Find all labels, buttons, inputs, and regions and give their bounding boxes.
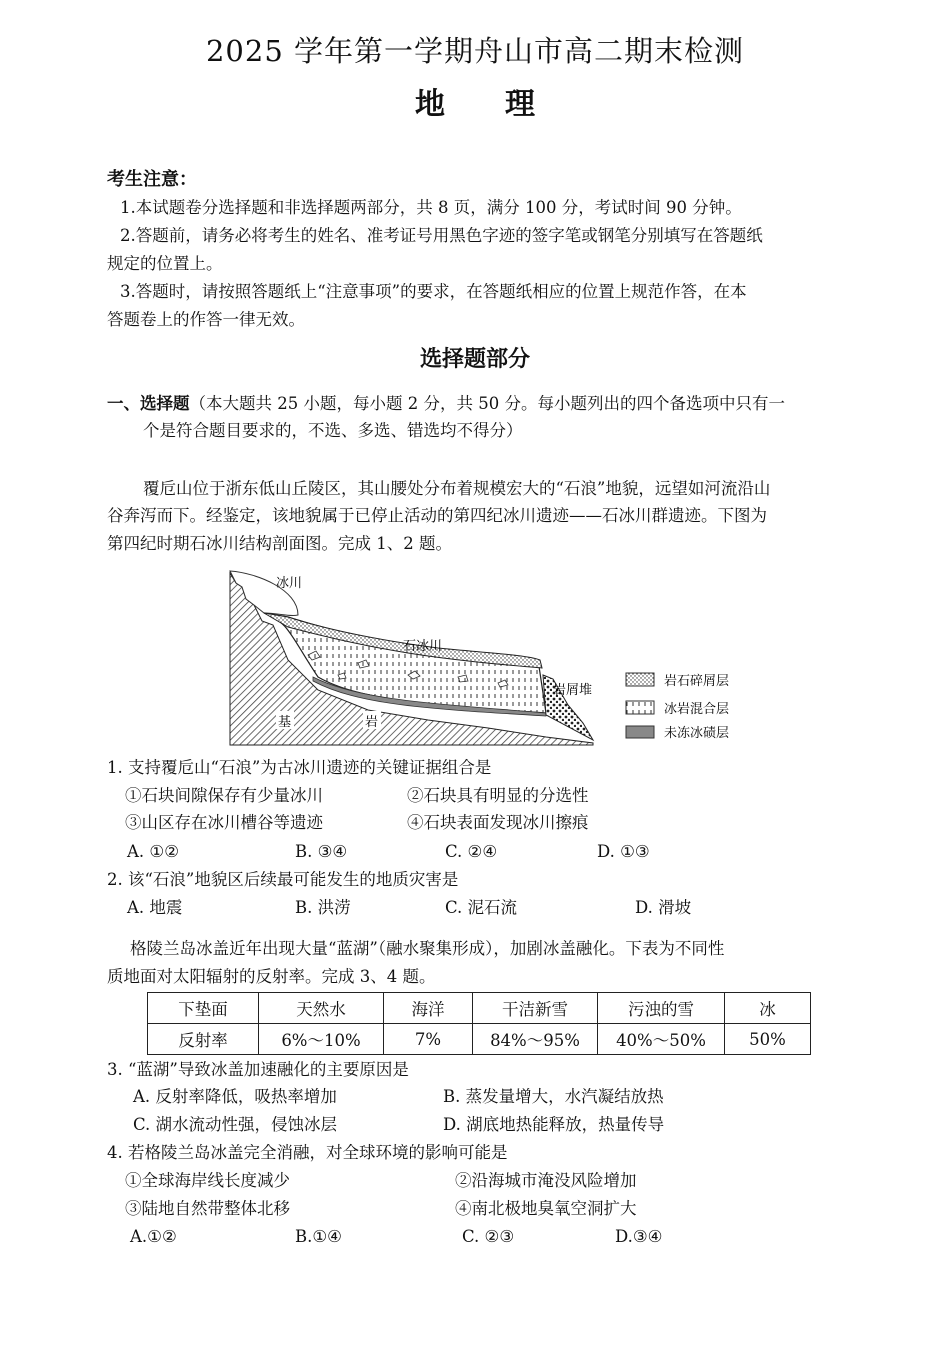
part-desc: （本大题共 25 小题，每小题 2 分，共 50 分。每小题列出的四个备选项中只有一 xyxy=(189,394,785,413)
q4-item: ④南北极地臭氧空洞扩大 xyxy=(455,1199,637,1218)
part-label: 一、选择题 xyxy=(107,394,190,413)
q4-item: ①全球海岸线长度减少 xyxy=(125,1171,290,1190)
q1-item: ①石块间隙保存有少量冰川 xyxy=(125,786,323,805)
label-bedrock-1: 基 xyxy=(278,715,292,730)
label-glacier: 冰川 xyxy=(276,576,303,591)
passage-line: 质地面对太阳辐射的反射率。完成 3、4 题。 xyxy=(107,967,436,986)
question-1-stem: 1. 支持覆卮山“石浪”为古冰川遗迹的关键证据组合是 xyxy=(107,758,492,777)
q4-item: ③陆地自然带整体北移 xyxy=(125,1199,290,1218)
q1-option-b: B. ③④ xyxy=(295,842,348,861)
label-rock-glacier: 石冰川 xyxy=(403,639,443,654)
q1-item: ②石块具有明显的分选性 xyxy=(407,786,589,805)
legend-item: 冰岩混合层 xyxy=(664,702,730,717)
q3-option-c: C. 湖水流动性强，侵蚀冰层 xyxy=(133,1115,338,1134)
q3-option-b: B. 蒸发量增大，水汽凝结放热 xyxy=(443,1087,664,1106)
question-3-stem: 3. “蓝湖”导致冰盖加速融化的主要原因是 xyxy=(107,1060,409,1079)
q4-option-d: D.③④ xyxy=(615,1227,663,1246)
q2-option-a: A. 地震 xyxy=(127,898,183,917)
q1-option-d: D. ①③ xyxy=(597,842,650,861)
label-bedrock-2: 岩 xyxy=(365,715,379,730)
legend-item: 未冻冰碛层 xyxy=(664,726,730,741)
part-desc: 个是符合题目要求的，不选、多选、错选均不得分） xyxy=(143,421,523,440)
table-cell: 反射率 xyxy=(148,1024,259,1055)
notice-item: 3.答题时，请按照答题纸上“注意事项”的要求，在答题纸相应的位置上规范作答，在本 xyxy=(120,282,747,301)
section-title: 选择题部分 xyxy=(419,346,530,372)
table-cell: 冰 xyxy=(725,993,811,1024)
q1-item: ③山区存在冰川槽谷等遗迹 xyxy=(125,813,323,832)
table-cell: 84%～95% xyxy=(473,1024,598,1055)
table-cell: 40%～50% xyxy=(598,1024,725,1055)
notice-item: 2.答题前，请务必将考生的姓名、准考证号用黑色字迹的签字笔或钢笔分别填写在答题纸 xyxy=(120,226,763,245)
table-row xyxy=(148,1024,811,1055)
notice-item: 规定的位置上。 xyxy=(107,254,223,273)
table-cell: 6%～10% xyxy=(259,1024,384,1055)
q4-option-a: A.①② xyxy=(130,1227,177,1246)
question-4-stem: 4. 若格陵兰岛冰盖完全消融，对全球环境的影响可能是 xyxy=(107,1143,508,1162)
table-cell: 天然水 xyxy=(259,993,384,1024)
q4-item: ②沿海城市淹没风险增加 xyxy=(455,1171,637,1190)
table-cell: 50% xyxy=(725,1024,811,1055)
notice-item: 答题卷上的作答一律无效。 xyxy=(107,310,305,329)
q3-option-a: A. 反射率降低，吸热率增加 xyxy=(133,1087,337,1106)
notice-item: 1.本试题卷分选择题和非选择题两部分，共 8 页，满分 100 分，考试时间 90 分钟。 xyxy=(120,198,742,217)
notice-heading: 考生注意： xyxy=(107,169,197,190)
label-debris-pile: 岩屑堆 xyxy=(553,683,593,698)
table-cell: 海洋 xyxy=(384,993,473,1024)
q2-option-b: B. 洪涝 xyxy=(295,898,351,917)
q1-option-a: A. ①② xyxy=(127,842,179,861)
exam-title: 2025 学年第一学期舟山市高二期末检测 xyxy=(205,34,745,68)
q1-item: ④石块表面发现冰川擦痕 xyxy=(407,813,589,832)
passage-line: 第四纪时期石冰川结构剖面图。完成 1、2 题。 xyxy=(107,534,452,553)
table-header-row xyxy=(148,993,811,1024)
legend-item: 岩石碎屑层 xyxy=(664,674,730,689)
q4-option-b: B.①④ xyxy=(295,1227,342,1246)
q2-option-d: D. 滑坡 xyxy=(635,898,692,917)
q4-option-c: C. ②③ xyxy=(462,1227,515,1246)
rock-glacier-diagram xyxy=(228,565,748,750)
table-cell: 干洁新雪 xyxy=(473,993,598,1024)
passage-line: 格陵兰岛冰盖近年出现大量“蓝湖”（融水聚集形成），加剧冰盖融化。下表为不同性 xyxy=(130,939,725,958)
albedo-table xyxy=(147,992,811,1055)
legend xyxy=(626,673,729,741)
table-cell: 7% xyxy=(384,1024,473,1055)
subject-title: 地 理 xyxy=(415,87,535,122)
table-cell: 下垫面 xyxy=(148,993,259,1024)
q3-option-d: D. 湖底地热能释放，热量传导 xyxy=(443,1115,665,1134)
passage-line: 覆卮山位于浙东低山丘陵区，其山腰处分布着规模宏大的“石浪”地貌，远望如河流沿山 xyxy=(143,479,771,498)
table-cell: 污浊的雪 xyxy=(598,993,725,1024)
q1-option-c: C. ②④ xyxy=(445,842,498,861)
q2-option-c: C. 泥石流 xyxy=(445,898,518,917)
question-2-stem: 2. 该“石浪”地貌区后续最可能发生的地质灾害是 xyxy=(107,870,459,889)
passage-line: 谷奔泻而下。经鉴定，该地貌属于已停止活动的第四纪冰川遗迹——石冰川群遗迹。下图为 xyxy=(107,506,767,525)
